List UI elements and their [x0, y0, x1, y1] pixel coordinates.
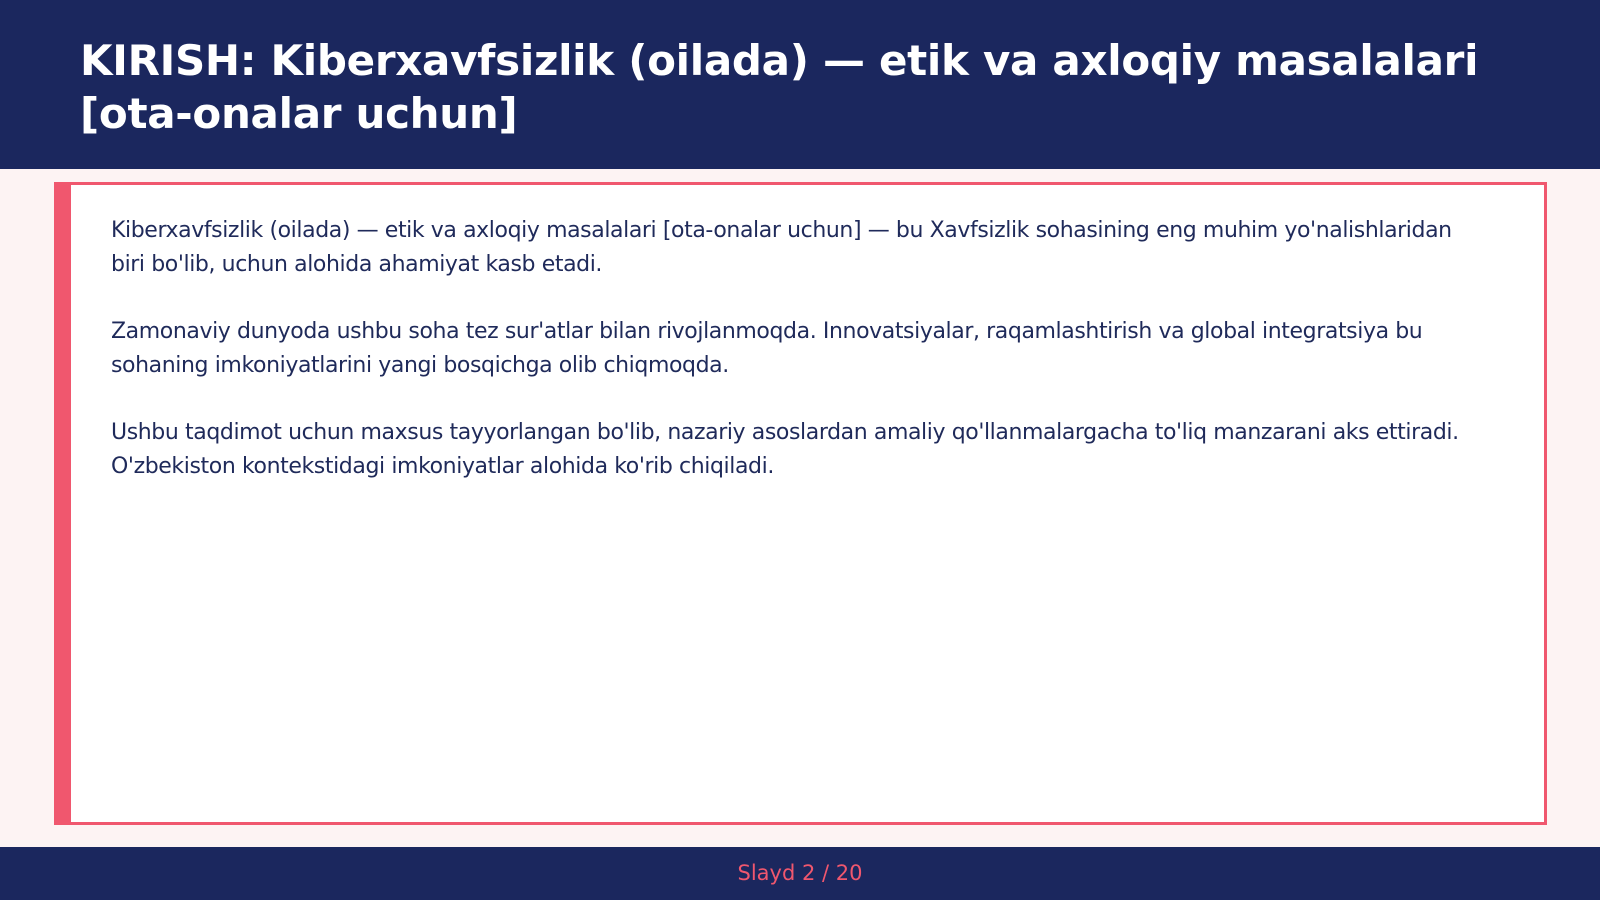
slide-title: KIRISH: Kiberxavfsizlik (oilada) — etik va axloqiy masalalari [ota-onalar uchun]: [80, 36, 1479, 138]
slide-counter: Slayd 2 / 20: [737, 861, 863, 885]
development-paragraph: Zamonaviy dunyoda ushbu soha tez sur'atlar bilan rivojlanmoqda. Innovatsiyalar, raqamlashtirish va global integratsiya bu sohaning imkoniyatlarini yangi bosqichga olib chiqmoqda.: [111, 319, 1423, 378]
content-body: [111, 214, 1491, 517]
slide-header: [0, 0, 1600, 169]
presentation-paragraph: Ushbu taqdimot uchun maxsus tayyorlangan bo'lib, nazariy asoslardan amaliy qo'llanmalargacha to'liq manzarani aks ettiradi. O'zbekiston kontekstidagi imkoniyatlar alohida ko'rib chiqiladi.: [111, 420, 1459, 479]
intro-paragraph: Kiberxavfsizlik (oilada) — etik va axloqiy masalalari [ota-onalar uchun] — bu Xavfsizlik sohasining eng muhim yo'nalishlaridan biri bo'lib, uchun alohida ahamiyat kasb etadi.: [111, 218, 1452, 277]
content-card: [54, 182, 1547, 825]
slide-footer: [0, 847, 1600, 900]
